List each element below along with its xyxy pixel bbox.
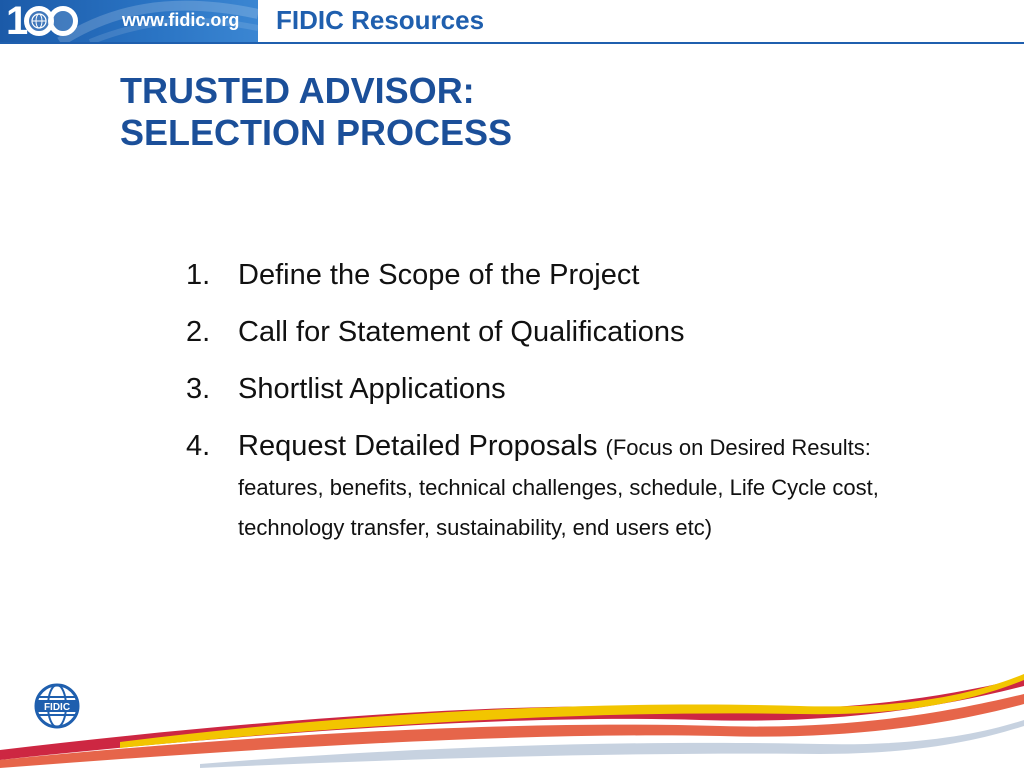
color-swoosh-decoration [0, 660, 1024, 768]
site-url-link[interactable]: www.fidic.org [122, 10, 240, 30]
list-item [186, 312, 936, 352]
step-text: Define the Scope of the Project [238, 259, 640, 291]
header-title: FIDIC Resources [276, 5, 485, 35]
centenary-logo-icon[interactable] [6, 2, 78, 40]
slide-title-line-1: TRUSTED ADVISOR: [120, 70, 475, 111]
list-item [186, 255, 936, 295]
footer-logo-text: FIDIC [43, 702, 71, 713]
step-note: (Focus on Desired Results: features, benefits, technical challenges, schedule, Life Cycle cost, technology transfer, sustainability, end users etc) [238, 435, 879, 540]
step-number: 4. [186, 430, 211, 462]
header-banner [0, 0, 258, 42]
slide-title [120, 70, 820, 154]
fidic-globe-icon[interactable] [34, 683, 80, 729]
logo-zero-ring [48, 6, 78, 36]
step-number: 1. [186, 259, 211, 291]
slide-title-line-2: SELECTION PROCESS [120, 112, 513, 153]
selection-steps-list [186, 255, 936, 563]
step-number: 2. [186, 316, 211, 348]
fidic-globe-icon [31, 13, 47, 29]
list-item [186, 426, 936, 546]
step-text: Shortlist Applications [238, 373, 506, 405]
step-number: 3. [186, 373, 211, 405]
header-bar [0, 0, 1024, 44]
step-text: Call for Statement of Qualifications [238, 316, 685, 348]
logo-digit-one: 1 [6, 0, 27, 42]
list-item [186, 369, 936, 409]
step-text: Request Detailed Proposals [238, 430, 598, 462]
